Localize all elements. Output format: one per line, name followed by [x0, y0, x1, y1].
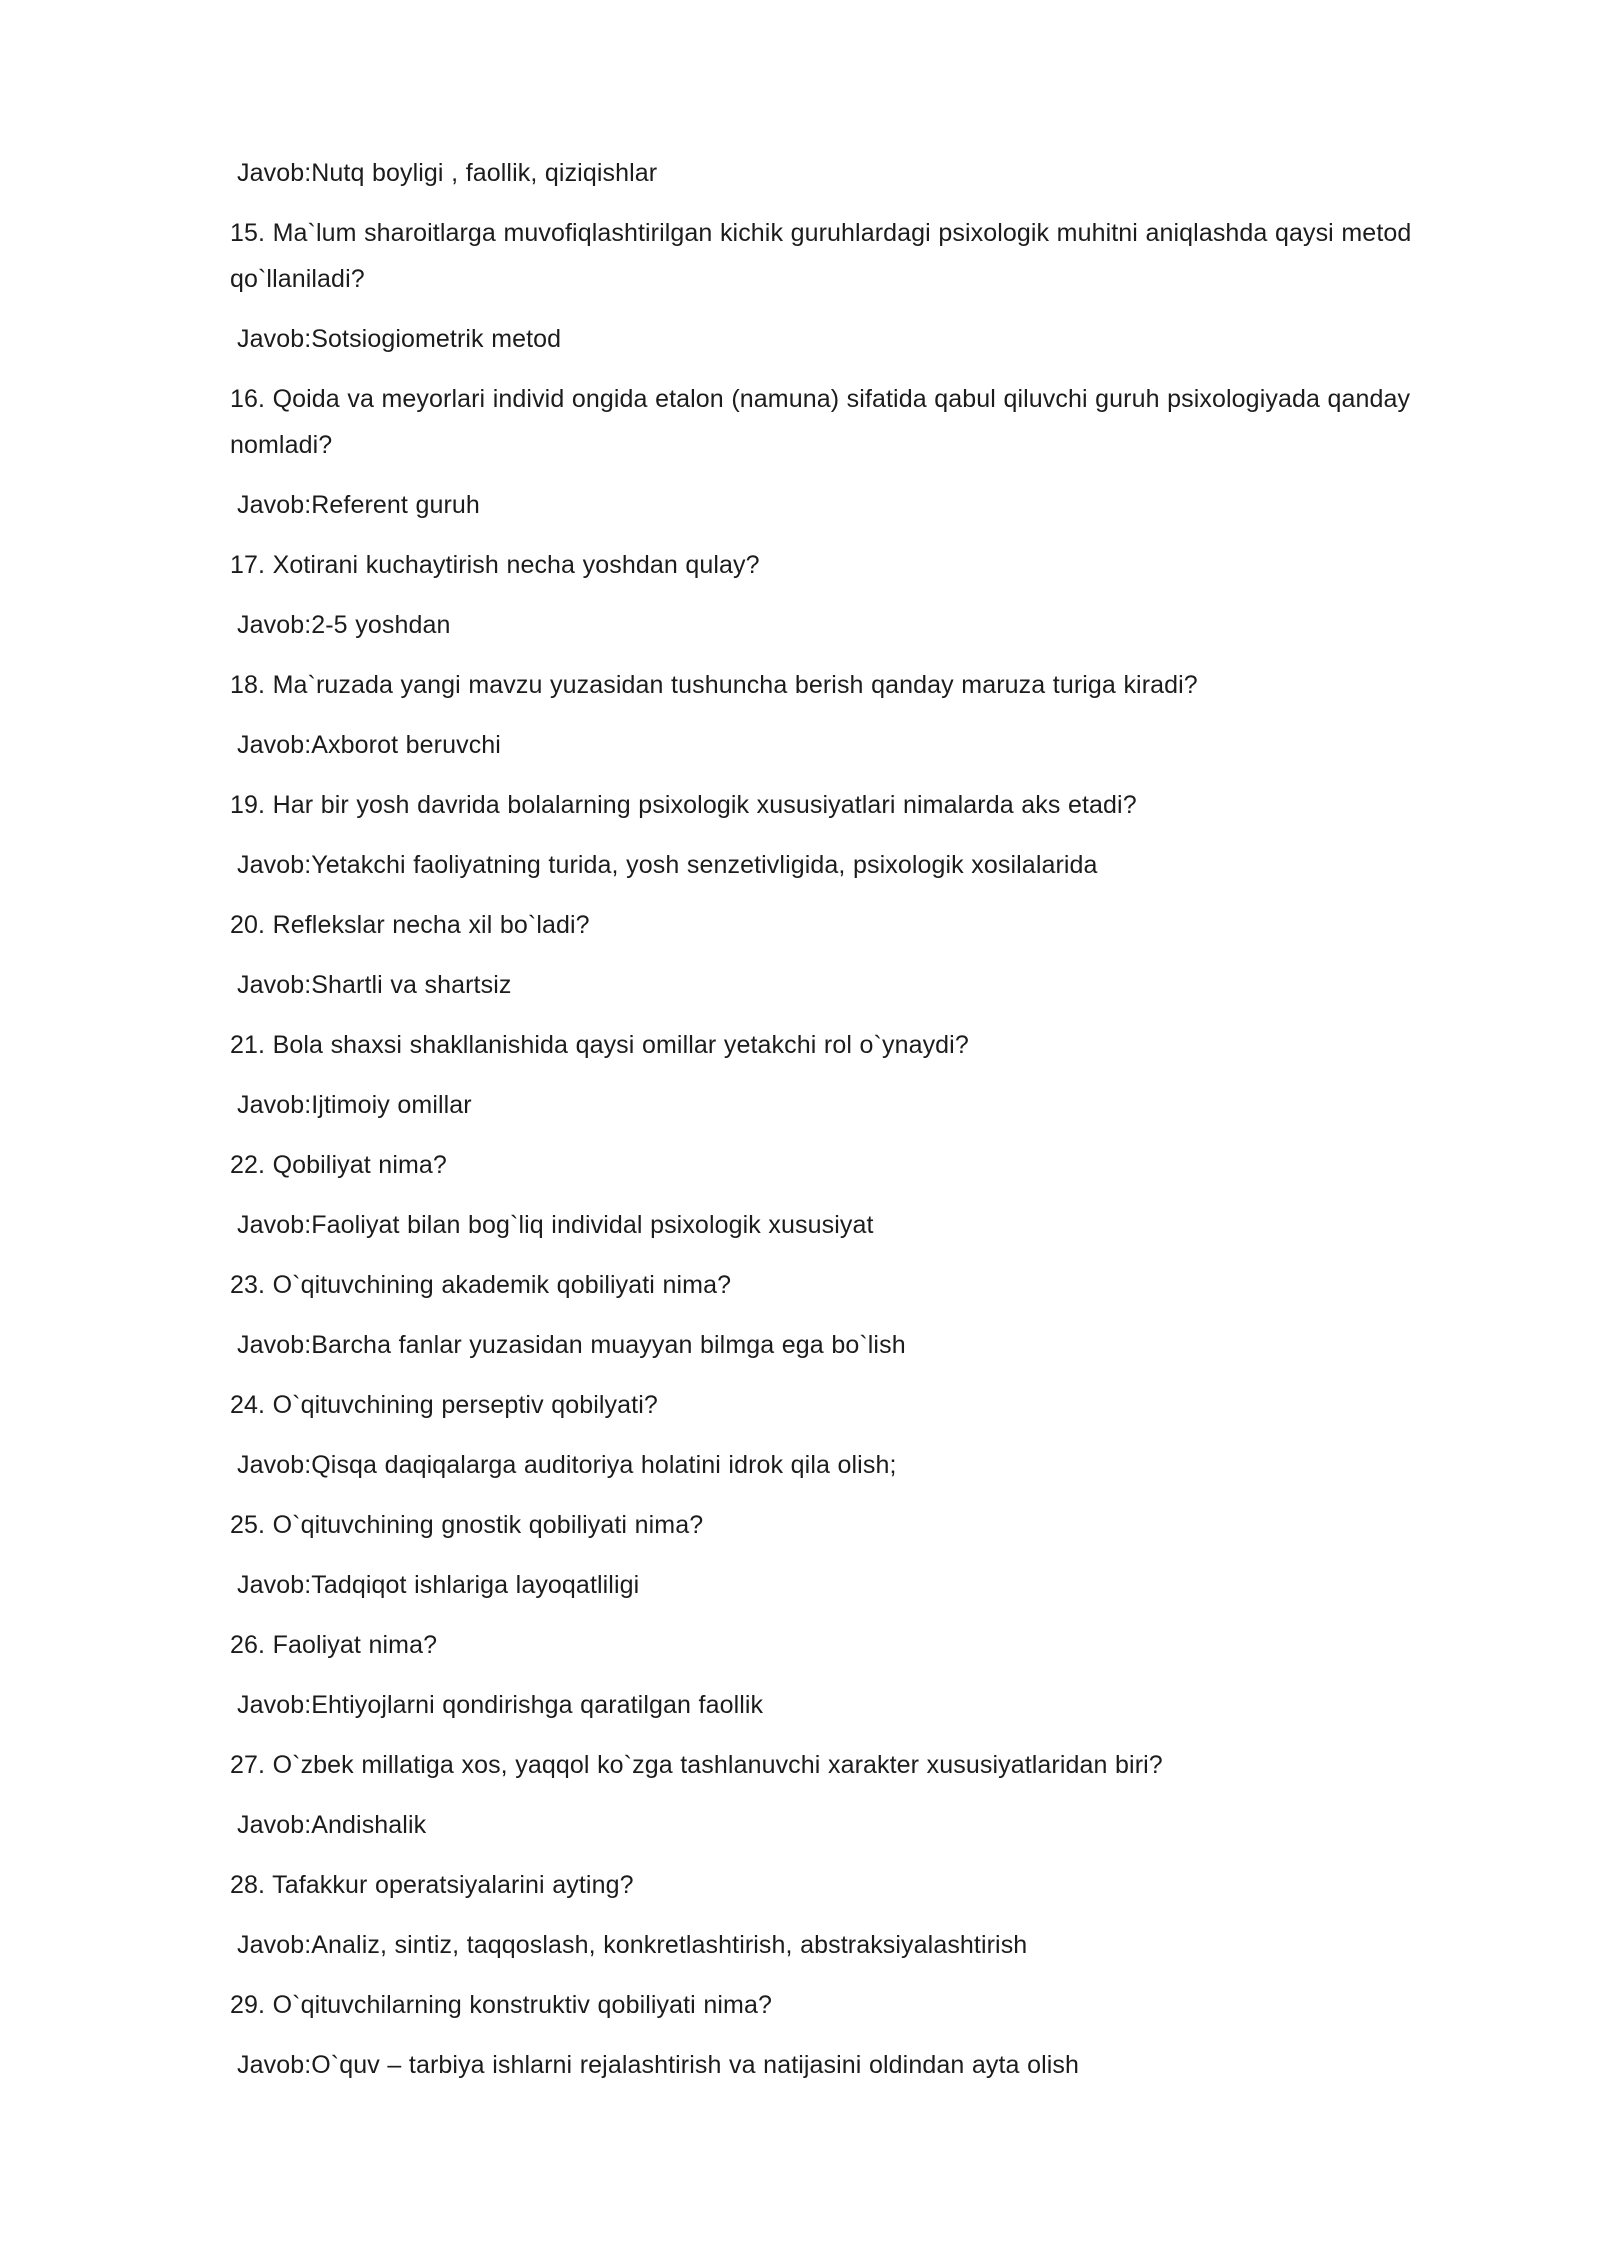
question-paragraph: 17. Xotirani kuchaytirish necha yoshdan qulay? [230, 551, 760, 579]
question-paragraph: 22. Qobiliyat nima? [230, 1151, 447, 1179]
question-paragraph: 26. Faoliyat nima? [230, 1631, 438, 1659]
question-paragraph: 23. O`qituvchining akademik qobiliyati nima? [230, 1271, 732, 1299]
question-paragraph: 19. Har bir yosh davrida bolalarning psixologik xususiyatlari nimalarda aks etadi? [230, 791, 1137, 819]
question-paragraph: 15. Ma`lum sharoitlarga muvofiqlashtirilgan kichik guruhlardagi psixologik muhitni aniqlashda qaysi metod qo`llaniladi? [230, 219, 1412, 293]
question-paragraph: 16. Qoida va meyorlari individ ongida etalon (namuna) sifatida qabul qiluvchi guruh psixologiyada qanday nomladi? [230, 385, 1411, 459]
answer-paragraph: Javob:O`quv – tarbiya ishlarni rejalashtirish va natijasini oldindan ayta olish [237, 2051, 1080, 2079]
answer-paragraph: Javob:Faoliyat bilan bog`liq individal psixologik xususiyat [237, 1211, 874, 1239]
question-paragraph: 20. Reflekslar necha xil bo`ladi? [230, 911, 590, 939]
question-paragraph: 21. Bola shaxsi shakllanishida qaysi omillar yetakchi rol o`ynaydi? [230, 1031, 969, 1059]
answer-paragraph: Javob:Referent guruh [237, 491, 480, 519]
answer-paragraph: Javob:Ehtiyojlarni qondirishga qaratilgan faollik [237, 1691, 764, 1719]
question-paragraph: 27. O`zbek millatiga xos, yaqqol ko`zga tashlanuvchi xarakter xususiyatlaridan biri? [230, 1751, 1163, 1779]
answer-paragraph: Javob:Andishalik [237, 1811, 427, 1839]
question-paragraph: 29. O`qituvchilarning konstruktiv qobiliyati nima? [230, 1991, 772, 2019]
question-paragraph: 24. O`qituvchining perseptiv qobilyati? [230, 1391, 658, 1419]
answer-paragraph: Javob:Analiz, sintiz, taqqoslash, konkretlashtirish, abstraksiyalashtirish [237, 1931, 1028, 1959]
answer-paragraph: Javob:Tadqiqot ishlariga layoqatliligi [237, 1571, 640, 1599]
answer-paragraph: Javob:Ijtimoiy omillar [237, 1091, 472, 1119]
answer-paragraph: Javob:Axborot beruvchi [237, 731, 501, 759]
answer-paragraph: Javob:Shartli va shartsiz [237, 971, 512, 999]
answer-paragraph: Javob:Yetakchi faoliyatning turida, yosh senzetivligida, psixologik xosilalarida [237, 851, 1098, 879]
answer-paragraph: Javob:Nutq boyligi , faollik, qiziqishlar [237, 159, 658, 187]
answer-paragraph: Javob:2-5 yoshdan [237, 611, 451, 639]
answer-paragraph: Javob:Sotsiogiometrik metod [237, 325, 562, 353]
question-paragraph: 28. Tafakkur operatsiyalarini ayting? [230, 1871, 634, 1899]
question-paragraph: 25. O`qituvchining gnostik qobiliyati nima? [230, 1511, 704, 1539]
answer-paragraph: Javob:Barcha fanlar yuzasidan muayyan bilmga ega bo`lish [237, 1331, 906, 1359]
answer-paragraph: Javob:Qisqa daqiqalarga auditoriya holatini idrok qila olish; [237, 1451, 897, 1479]
question-paragraph: 18. Ma`ruzada yangi mavzu yuzasidan tushuncha berish qanday maruza turiga kiradi? [230, 671, 1198, 699]
document-content [230, 150, 1442, 2102]
